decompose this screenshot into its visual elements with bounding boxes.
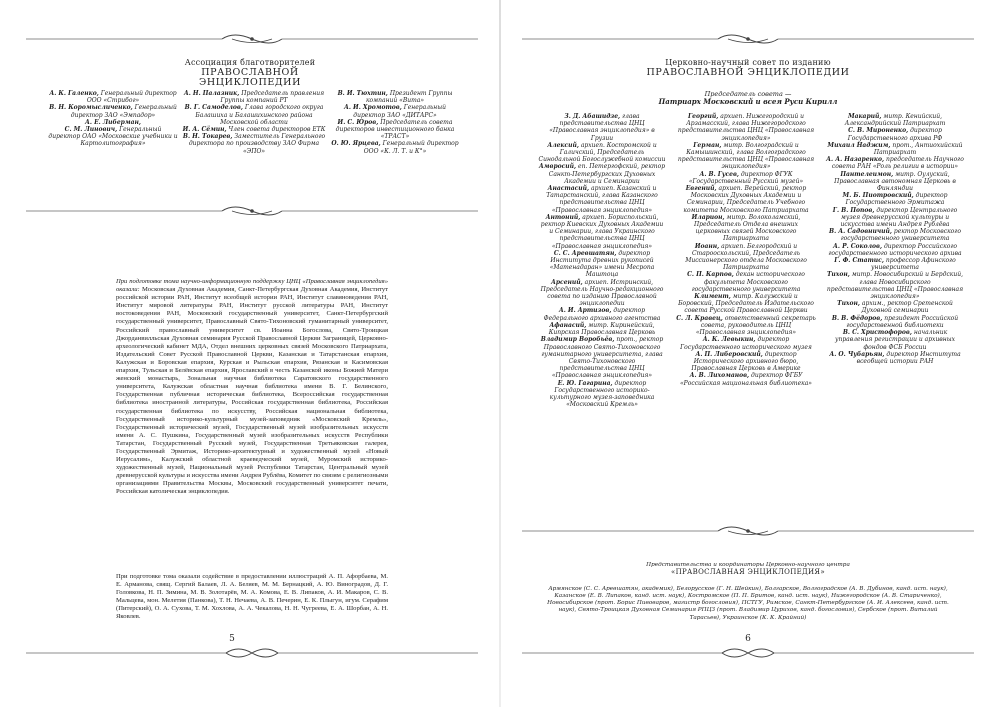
member-role: директор Исторического архивного бюро, Православная Церковь в Америке [691, 350, 801, 373]
member-entry [48, 119, 178, 126]
member-entry [48, 126, 178, 148]
representations-title2: «ПРАВОСЛАВНАЯ ЭНЦИКЛОПЕДИЯ» [671, 568, 825, 577]
member-entry [538, 279, 666, 308]
member-name: С. М. Линович, [64, 126, 118, 134]
illustrations-text: При подготовке тома оказали содействие в предоставлении иллюстраций А. П. Афорбаева, М. Е. Арманова, свящ. Сергий Балаев, Л. А. Беляев, М. М. Бернацкий, А. Ю. Виноградов, Д. Г. Головкова, Н. П. Зимина, М. В. Золотарёв, М. А. Комова, Е. В. Липаков, А. И. Макаров, С. В. Мальцева, мон. Мелетия (Панкова), Т. Н. Нечаева, А. В. Печерин, Е. К. Плыгун, игум. Серафим (Питерский), О. А. Сухова, Т. М. Хохлова, А. А. Чекалова, Н. Н. Чугреева, Е. А. Шорбан, А. Н. Яковлев. [116, 573, 388, 621]
member-entry [826, 207, 964, 229]
page-header [150, 58, 350, 88]
member-entry [330, 104, 460, 118]
member-entry [676, 171, 816, 185]
right-page [500, 0, 1000, 707]
member-role: прот., Антиохийский Патриархат [873, 141, 963, 157]
member-entry [826, 228, 964, 242]
member-name: Анастасий, [547, 185, 590, 193]
member-role: архим., ректор Сретенской Духовной семинарии [861, 300, 953, 315]
member-role: директор Института древних рукописей «Матенадаран» имени Месропа Маштоца [549, 249, 655, 279]
member-entry [330, 90, 460, 104]
member-role: директор Федерального архивного агентства [543, 307, 661, 322]
member-role: ректор Московского государственного университета [840, 228, 961, 243]
member-role: директор Государственного исторического музея [680, 336, 812, 351]
member-entry [826, 315, 964, 329]
member-name: А. Е. Либерман, [85, 118, 141, 126]
member-name: М. Б. Пиотровский, [842, 192, 914, 200]
member-name: Макарий, [847, 113, 882, 120]
member-entry [538, 307, 666, 321]
member-entry [48, 104, 178, 118]
illustrations-paragraph [116, 573, 388, 622]
header-line1: Ассоциация благотворителей [184, 58, 316, 67]
member-name: Иоанн, [694, 242, 720, 250]
member-entry [676, 271, 816, 293]
member-entry [330, 119, 460, 141]
member-role: Президент Группы компаний «Вита» [365, 90, 453, 105]
member-name: Амвросий, [538, 163, 577, 171]
member-name: Тихон, [837, 300, 860, 308]
member-name: В. А. Садовничий, [829, 228, 892, 236]
member-entry [676, 214, 816, 243]
member-name: А. В. Лихоманов, [689, 372, 750, 380]
member-role: профессор Афинского университета [871, 257, 956, 272]
member-role: архиеп. Белгородский и Старооскольский, Председатель Миссионерского отдела Московского Патриархата [685, 242, 807, 272]
member-entry [676, 351, 816, 373]
member-entry [538, 142, 666, 164]
council-chair [638, 90, 858, 106]
member-entry [48, 90, 178, 104]
member-entry [180, 104, 328, 126]
member-role: Генеральный директор ОАО «Московские учебники и Картолитография» [48, 126, 178, 148]
member-name: А. Р. Соколов, [833, 242, 883, 250]
middle-ornament [522, 524, 974, 538]
member-name: В. В. Фёдоров, [831, 314, 883, 322]
chair-name: Патриарх Московский и всея Руси Кирилл [658, 97, 838, 106]
member-entry [676, 142, 816, 171]
member-name: С. В. Мироненко, [848, 127, 909, 135]
page-number: 5 [229, 634, 235, 644]
member-entry [538, 380, 666, 409]
member-role: Председатель совета директоров инвестиционного банка «ТРАСТ» [335, 118, 455, 141]
member-role: директор ФГБУ «Российская национальная библиотека» [680, 372, 812, 387]
member-name: Тихон, [826, 271, 850, 279]
member-name: Алексий, [547, 141, 579, 149]
member-role: архиеп. Бориспольский, ректор Киевских Духовных Академии и Семинарии, глава Украинского представительства ЦНЦ «Православная энциклопедия» [540, 213, 664, 250]
member-name: Арсений, [550, 278, 583, 286]
member-name: В. Н. Токарев, [182, 133, 233, 141]
member-role: Председатель правления Группы компаний РТ [220, 90, 325, 105]
member-role: директор ФГУК «Государственный Русский музей» [688, 170, 804, 185]
member-name: А. В. Гусев, [699, 170, 739, 178]
member-name: С. П. Карпов, [687, 271, 734, 279]
member-entry [826, 271, 964, 300]
member-role: архиеп. Нижегородский и Арзамасский, глава Нижегородского представительства ЦНЦ «Православная энциклопедия» [677, 113, 815, 142]
member-role: директор Центрального музея древнерусской культуры и искусства имени Андрея Рублёва [840, 206, 958, 229]
member-role: директор Государственного историко-культурного музея-заповедника «Московский Кремль» [549, 379, 655, 409]
member-name: Владимир Воробьёв, [540, 336, 615, 344]
member-role: митр. Кенийский, Александрийский Патриархат [844, 113, 946, 128]
member-entry [676, 315, 816, 337]
member-role: Генеральный директор ЗАО «ДИТАРС» [353, 104, 446, 119]
member-role: архиеп. Костромской и Галичский, Председатель Синодальной Богослужебной комиссии [538, 141, 666, 164]
member-role: архиеп. Истринский, Председатель Научно-редакционного совета по изданию Православной энциклопедии [540, 278, 664, 308]
member-role: Генеральный директор ООО «Стрибог» [86, 90, 177, 105]
member-role: митр. Новосибирский и Бердский, глава Новосибирского представительства ЦНЦ «Православная энциклопедия» [826, 271, 964, 301]
member-entry [826, 351, 964, 365]
member-name: Е. Ю. Гагарина, [557, 379, 613, 387]
member-name: В. Н. Коромысличенко, [49, 104, 133, 112]
member-name: Г. В. Попов, [832, 206, 875, 214]
member-entry [676, 185, 816, 214]
representations-title1: Представительства и координаторы Церковно-научного центра [646, 562, 850, 568]
member-name: А. П. Либеровский, [695, 350, 763, 358]
member-entry [826, 156, 964, 170]
member-entry [538, 185, 666, 214]
member-entry [180, 133, 328, 155]
member-entry [826, 300, 964, 314]
member-entry [826, 142, 964, 156]
bottom-ornament [26, 646, 478, 660]
members-column-2 [180, 90, 328, 155]
member-entry [180, 90, 328, 104]
member-role: глава представительства ЦНЦ «Православная энциклопедия» в Грузии [549, 113, 655, 142]
member-entry [676, 372, 816, 386]
member-name: Г. Ф. Статис, [834, 257, 884, 265]
council-column-2 [676, 113, 816, 387]
member-role: еп. Петергофский, ректор Санкт-Петербургских Духовных Академии и Семинарии [548, 163, 666, 185]
member-name: А. И. Хромотов, [343, 104, 402, 112]
member-role: митр. Калужский и Боровский, Председатель Издательского совета Русской Православной Церкви [678, 293, 814, 315]
member-role: митр. Оулуский, Православная автономная Церковь в Финляндии [834, 170, 956, 193]
member-role: директор Государственного архива РФ [847, 127, 943, 142]
member-entry [826, 329, 964, 351]
member-role: начальник управления регистрации и архивных фондов ФСБ России [834, 329, 956, 351]
member-role: директор Института всеобщей истории РАН [856, 350, 961, 365]
chair-role: Председатель совета — [704, 90, 792, 98]
member-role: Глава городского округа Балашиха и Балашихинского района Московской области [195, 104, 324, 126]
member-role: ответственный секретарь совета, руководитель ЦНЦ «Православная энциклопедия» [695, 314, 816, 337]
member-name: В. Г. Самоделов, [184, 104, 243, 112]
member-entry [538, 322, 666, 336]
member-role: Заместитель Генерального директора по производству ЗАО Фирма «ЭПО» [188, 133, 326, 155]
header-line1: Церковно-научный совет по изданию [665, 58, 831, 67]
support-paragraph [116, 278, 388, 497]
member-name: В. С. Христофоров, [842, 329, 912, 337]
member-name: Герман, [693, 141, 722, 149]
member-entry [676, 113, 816, 142]
member-entry [538, 113, 666, 142]
member-name: В. И. Тюхтин, [337, 90, 388, 97]
representations-text: Армянское (С. С. Аревшатян, академик), Белорусское (Г. Н. Шейкин), Болгарское, Волгоградское (А. В. Дубинов, канд. ист. наук), Казанское (Е. В. Липаков, канд. ист. наук), Костромское (П. П. Бритов, канд. ист. наук), Нижегородское (А. В. Стариченко), Новосибирское (прот. Борис Пивоваров, магистр богословия), ПСТГУ, Римское, Санкт-Петербургское (А. И. Алексеев, канд. ист. наук), Свято-Троицкая Духовная Семинария РПЦЗ (прот. Владимир Цурихов, канд. богословия), Сербское (прот. Виталий Тарасьев), Украинское (К. К. Крайний) [547, 586, 949, 621]
member-entry [676, 336, 816, 350]
member-name: А. К. Левыкин, [702, 336, 756, 344]
page-header [638, 58, 858, 78]
council-column-3 [826, 113, 964, 365]
member-entry [826, 243, 964, 257]
member-name: А. Н. Палазник, [183, 90, 240, 97]
member-role: архиеп. Казанский и Татарстанский, глава Казанского представительства ЦНЦ «Православная энциклопедия» [546, 185, 658, 214]
member-role: митр. Волгоградский и Камышинский, глава Волгоградского представительства ЦНЦ «Православная энциклопедия» [677, 141, 815, 171]
member-name: А. И. Артизов, [558, 307, 612, 315]
member-entry [180, 126, 328, 133]
member-name: З. Д. Абашидзе, [564, 113, 621, 120]
member-role: Генеральный директор ЗАО «Эмпадор» [70, 104, 177, 119]
member-name: И. А. Сёмин, [182, 126, 227, 134]
member-role: председатель Научного совета РАН «Роль религии в истории» [831, 156, 964, 171]
member-name: Георгий, [688, 113, 719, 120]
member-entry [538, 163, 666, 185]
member-name: С. Л. Кравец, [676, 314, 723, 322]
member-entry [676, 243, 816, 272]
member-name: Михаил Наджим, [827, 141, 891, 149]
top-ornament [26, 32, 478, 46]
member-name: А. О. Чубарьян, [829, 350, 885, 358]
member-name: А. К. Галенко, [49, 90, 99, 97]
member-role: прот., ректор Православного Свято-Тихоновского гуманитарного университета, глава Свято-Тихоновского представительства ЦНЦ «Православная энциклопедия» [541, 336, 664, 380]
member-entry [826, 127, 964, 141]
member-name: Антоний, [545, 213, 581, 221]
header-line2: ПРАВОСЛАВНОЙ ЭНЦИКЛОПЕДИИ [199, 67, 301, 88]
page-number: 6 [745, 634, 751, 644]
member-role: декан исторического факультета Московского государственного университета [691, 271, 805, 293]
member-role: директор Российского государственного исторического архива [828, 242, 962, 257]
council-column-1 [538, 113, 666, 408]
member-role: Генеральный директор ООО «К. Л. Т. и К°» [363, 140, 459, 155]
member-name: И. С. Юров, [337, 118, 379, 126]
member-entry [826, 113, 964, 127]
member-name: А. А. Назаренко, [826, 156, 885, 164]
member-entry [826, 257, 964, 271]
member-name: Пантелеимон, [840, 170, 894, 178]
support-orgs: Московская Духовная Академия, Санкт-Петербургская Духовная Академия, Институт российской истории РАН, Институт всеобщей истории РАН, Институт славяноведения РАН, Институт мировой литературы РАН, Институт русской литературы РАН, Институт востоковедения РАН, Московский государственный университет, Санкт-Петербургский государственный университет, Православный Свято-Тихоновский гуманитарный университет, Российский православный университет св. Иоанна Богослова, Свято-Троицкая Джорданвилльская Духовная семинария Русской Православной Церкви Заграницей, Церковно-археологический кабинет МДА, Отдел внешних церковных связей Московского Патриархата, Издательский Совет Русской Православной Церкви, Казанская и Татарстанская епархия, Калужская и Боровская епархия, Курская и Рыльская епархия, Рязанская и Касимовская епархия, Тульская и Белёвская епархия, Ярославский в честь Казанской иконы Божией Матери женский монастырь, Зональная научная библиотека Саратовского государственного университета, Калужская областная научная библиотека имени В. Г. Белинского, Государственная публичная историческая библиотека, Всероссийская государственная библиотека иностранной литературы, Российская государственная библиотека, Российская государственная библиотека по искусству, Российская национальная библиотека, Государственный историко-культурный музей-заповедник «Московский Кремль», Государственный исторический музей, Государственный музей изобразительных искусств имени А. С. Пушкина, Государственный музей изобразительных искусств Республики Татарстан, Государственный Русский музей, Государственная Третьяковская галерея, Государственный Эрмитаж, Историко-архитектурный и художественный музей «Новый Иерусалим», Калужский областной краеведческий музей, Муромский историко-художественный музей, Национальный музей Республики Татарстан, Центральный музей древнерусской культуры и искусства имени Андрея Рублёва, Комитет по связям с религиозными организациями Правительства Москвы, Московский государственный университет печати, Российская католическая энциклопедия. [116, 286, 388, 496]
member-role: Член совета директоров ЕТК [228, 126, 326, 134]
members-column-1 [48, 90, 178, 148]
member-entry [538, 250, 666, 279]
representations-section [546, 562, 950, 622]
member-name: О. Ю. Ярцева, [331, 140, 381, 148]
member-role: митр. Киринейский, Кипрская Православная Церковь [548, 321, 656, 337]
member-name: Иларион, [691, 213, 725, 221]
member-name: Климент, [694, 293, 731, 301]
header-line2: ПРАВОСЛАВНОЙ ЭНЦИКЛОПЕДИИ [646, 67, 850, 78]
member-role: президент Российской государственной библиотеки [846, 314, 959, 329]
member-role: директор Государственного Эрмитажа [845, 192, 948, 207]
member-name: Афанасий, [549, 321, 587, 329]
member-entry [538, 336, 666, 379]
member-entry [826, 192, 964, 206]
member-role: архиеп. Верейский, ректор Московских Духовных Академии и Семинарии, Председатель Учебного комитета Московского Патриархата [683, 185, 809, 214]
member-entry [826, 171, 964, 193]
bottom-ornament [522, 646, 974, 660]
member-entry [330, 140, 460, 154]
member-role: митр. Волоколамский, Председатель Отдела внешних церковных связей Московского Патриархата [693, 213, 801, 243]
top-ornament [522, 32, 974, 46]
middle-ornament [26, 204, 478, 218]
member-entry [538, 214, 666, 250]
members-column-3 [330, 90, 460, 155]
member-name: С. С. Аревшатян, [553, 249, 617, 257]
member-entry [676, 293, 816, 315]
support-intro: При подготовке тома научно-информационную поддержку ЦНЦ «Православная энциклопедия» оказали: [116, 278, 388, 294]
member-name: Евгений, [685, 185, 717, 193]
